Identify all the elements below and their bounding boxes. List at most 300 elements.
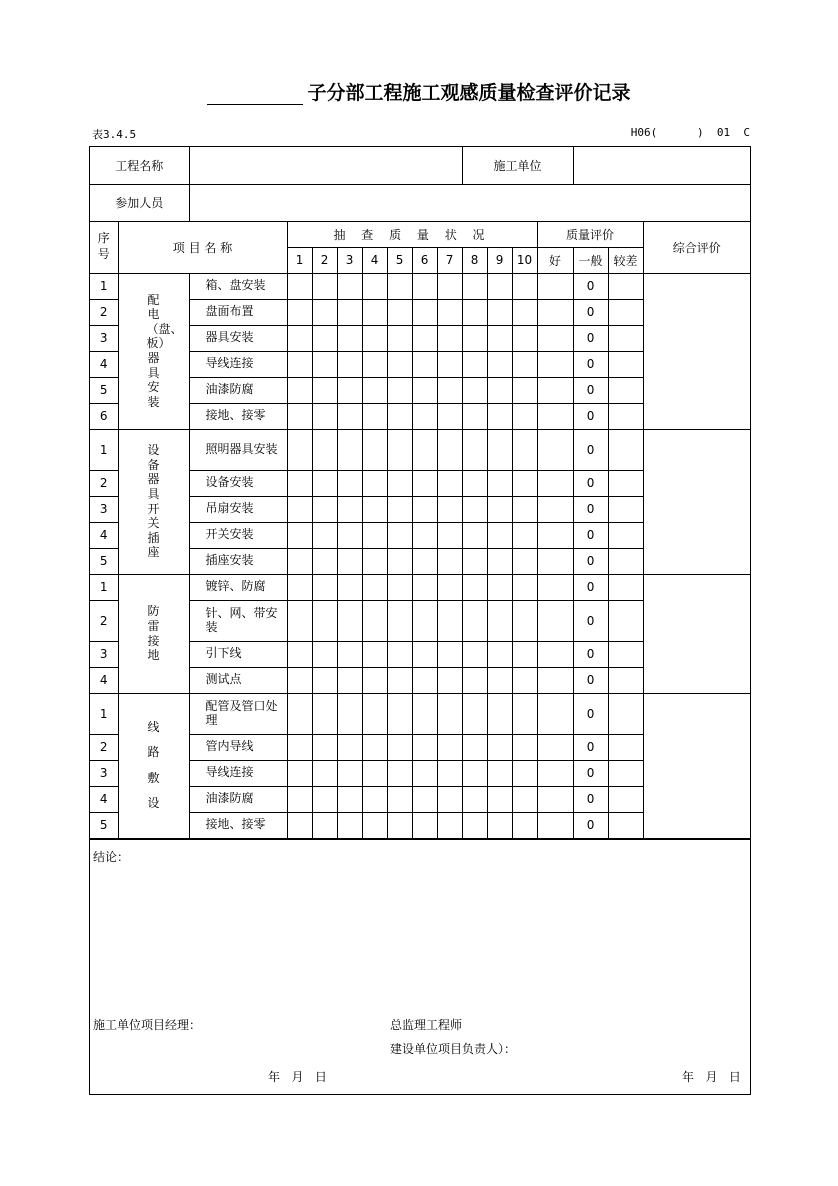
sample-cell[interactable] (312, 325, 337, 351)
sample-cell[interactable] (287, 325, 312, 351)
sample-cell[interactable] (487, 734, 512, 760)
rating-poor-cell[interactable] (608, 273, 643, 299)
sample-cell[interactable] (512, 548, 537, 574)
sample-cell[interactable] (337, 786, 362, 812)
rating-poor-cell[interactable] (608, 470, 643, 496)
sample-cell[interactable] (462, 548, 487, 574)
sample-cell[interactable] (512, 734, 537, 760)
sample-cell[interactable] (337, 470, 362, 496)
rating-good-cell[interactable] (537, 786, 573, 812)
sample-cell[interactable] (412, 760, 437, 786)
sample-cell[interactable] (487, 403, 512, 429)
sample-cell[interactable] (287, 377, 312, 403)
sample-cell[interactable] (362, 734, 387, 760)
sample-cell[interactable] (462, 574, 487, 600)
sample-cell[interactable] (287, 693, 312, 734)
sample-cell[interactable] (387, 299, 412, 325)
row-item-name: 测试点 (189, 667, 287, 693)
sample-cell[interactable] (387, 693, 412, 734)
sample-cell[interactable] (437, 760, 462, 786)
rating-poor-cell[interactable] (608, 377, 643, 403)
sample-cell[interactable] (337, 641, 362, 667)
sample-cell[interactable] (287, 760, 312, 786)
sample-cell[interactable] (387, 496, 412, 522)
sample-cell[interactable] (412, 351, 437, 377)
sample-cell[interactable] (362, 403, 387, 429)
rating-normal-cell[interactable]: 0 (573, 522, 608, 548)
rating-normal-cell[interactable]: 0 (573, 351, 608, 377)
sample-cell[interactable] (512, 403, 537, 429)
group-name: 线路敷设 (147, 720, 160, 810)
sample-cell[interactable] (412, 667, 437, 693)
row-item-name: 设备安装 (189, 470, 287, 496)
rating-good-cell[interactable] (537, 600, 573, 641)
sample-cell[interactable] (362, 667, 387, 693)
sample-cell[interactable] (412, 325, 437, 351)
sample-cell[interactable] (287, 496, 312, 522)
rating-normal-cell[interactable]: 0 (573, 667, 608, 693)
sample-cell[interactable] (487, 574, 512, 600)
rating-good-cell[interactable] (537, 734, 573, 760)
sample-cell[interactable] (337, 429, 362, 470)
table-row (90, 429, 750, 470)
rating-normal-cell[interactable]: 0 (573, 299, 608, 325)
sample-cell[interactable] (412, 496, 437, 522)
row-item-name: 照明器具安装 (189, 429, 287, 470)
label-construction-unit: 施工单位 (462, 147, 573, 184)
sample-cell[interactable] (287, 786, 312, 812)
row-item-name: 箱、盘安装 (189, 273, 287, 299)
row-item-name: 油漆防腐 (189, 377, 287, 403)
participants-field[interactable] (189, 184, 750, 221)
sample-cell[interactable] (312, 273, 337, 299)
sample-cell[interactable] (462, 299, 487, 325)
group-name-cell (118, 273, 189, 429)
sample-cell[interactable] (312, 548, 337, 574)
rating-good-cell[interactable] (537, 548, 573, 574)
sample-cell[interactable] (337, 548, 362, 574)
rating-poor-cell[interactable] (608, 351, 643, 377)
sample-cell[interactable] (387, 734, 412, 760)
sample-cell[interactable] (312, 786, 337, 812)
sample-cell[interactable] (512, 470, 537, 496)
sample-cell[interactable] (287, 600, 312, 641)
sample-cell[interactable] (462, 786, 487, 812)
sample-cell[interactable] (362, 812, 387, 838)
sample-cell[interactable] (437, 812, 462, 838)
sample-cell[interactable] (437, 429, 462, 470)
sample-cell[interactable] (412, 734, 437, 760)
sample-cell[interactable] (462, 693, 487, 734)
sample-cell[interactable] (412, 403, 437, 429)
sample-cell[interactable] (387, 760, 412, 786)
sample-cell[interactable] (337, 403, 362, 429)
sample-cell[interactable] (437, 667, 462, 693)
sample-cell[interactable] (512, 377, 537, 403)
sample-cell[interactable] (462, 377, 487, 403)
project-name-field[interactable] (189, 147, 462, 184)
sample-cell[interactable] (337, 734, 362, 760)
sample-cell[interactable] (487, 760, 512, 786)
sample-cell[interactable] (412, 600, 437, 641)
header-sample-col: 4 (362, 247, 387, 273)
row-item-name: 器具安装 (189, 325, 287, 351)
overall-rating-cell[interactable] (643, 693, 750, 838)
sample-cell[interactable] (437, 377, 462, 403)
sample-cell[interactable] (512, 667, 537, 693)
sample-cell[interactable] (437, 786, 462, 812)
sample-cell[interactable] (462, 667, 487, 693)
rating-good-cell[interactable] (537, 470, 573, 496)
sample-cell[interactable] (362, 325, 387, 351)
rating-good-cell[interactable] (537, 522, 573, 548)
sample-cell[interactable] (412, 522, 437, 548)
sample-cell[interactable] (412, 786, 437, 812)
row-item-name: 镀锌、防腐 (189, 574, 287, 600)
sample-cell[interactable] (362, 760, 387, 786)
sample-cell[interactable] (387, 403, 412, 429)
sample-cell[interactable] (462, 522, 487, 548)
rating-normal-cell[interactable]: 0 (573, 786, 608, 812)
sample-cell[interactable] (312, 693, 337, 734)
sample-cell[interactable] (487, 325, 512, 351)
rating-normal-cell[interactable]: 0 (573, 403, 608, 429)
sample-cell[interactable] (437, 403, 462, 429)
rating-good-cell[interactable] (537, 496, 573, 522)
sample-cell[interactable] (412, 693, 437, 734)
rating-good-cell[interactable] (537, 641, 573, 667)
rating-good-cell[interactable] (537, 667, 573, 693)
sample-cell[interactable] (487, 600, 512, 641)
rating-poor-cell[interactable] (608, 760, 643, 786)
row-seq: 1 (90, 273, 118, 299)
sample-cell[interactable] (312, 667, 337, 693)
rating-poor-cell[interactable] (608, 325, 643, 351)
rating-normal-cell[interactable]: 0 (573, 377, 608, 403)
header-seq (90, 221, 118, 273)
sample-cell[interactable] (337, 273, 362, 299)
rating-poor-cell[interactable] (608, 299, 643, 325)
sample-cell[interactable] (287, 641, 312, 667)
sample-cell[interactable] (437, 325, 462, 351)
rating-poor-cell[interactable] (608, 574, 643, 600)
sample-cell[interactable] (312, 734, 337, 760)
rating-good-cell[interactable] (537, 351, 573, 377)
sample-cell[interactable] (287, 351, 312, 377)
sample-cell[interactable] (437, 299, 462, 325)
sample-cell[interactable] (387, 641, 412, 667)
rating-normal-cell[interactable]: 0 (573, 429, 608, 470)
sample-cell[interactable] (412, 812, 437, 838)
sample-cell[interactable] (462, 496, 487, 522)
sample-cell[interactable] (312, 812, 337, 838)
sample-cell[interactable] (512, 351, 537, 377)
header-poor: 较差 (608, 247, 643, 273)
sample-cell[interactable] (387, 470, 412, 496)
sample-cell[interactable] (287, 429, 312, 470)
sample-cell[interactable] (287, 667, 312, 693)
sample-cell[interactable] (362, 641, 387, 667)
sample-cell[interactable] (337, 693, 362, 734)
group-name-cell (118, 429, 189, 574)
rating-good-cell[interactable] (537, 812, 573, 838)
sample-cell[interactable] (512, 693, 537, 734)
sample-cell[interactable] (512, 812, 537, 838)
sample-cell[interactable] (362, 429, 387, 470)
rating-normal-cell[interactable]: 0 (573, 812, 608, 838)
sample-cell[interactable] (487, 522, 512, 548)
rating-poor-cell[interactable] (608, 522, 643, 548)
sample-cell[interactable] (512, 429, 537, 470)
rating-normal-cell[interactable]: 0 (573, 693, 608, 734)
sample-cell[interactable] (437, 470, 462, 496)
sample-cell[interactable] (312, 574, 337, 600)
sample-cell[interactable] (337, 574, 362, 600)
sample-cell[interactable] (487, 429, 512, 470)
sample-cell[interactable] (387, 273, 412, 299)
sample-cell[interactable] (487, 377, 512, 403)
sample-cell[interactable] (362, 574, 387, 600)
sample-cell[interactable] (362, 522, 387, 548)
sample-cell[interactable] (337, 600, 362, 641)
sample-cell[interactable] (337, 351, 362, 377)
sample-cell[interactable] (362, 600, 387, 641)
overall-rating-cell[interactable] (643, 429, 750, 574)
sample-cell[interactable] (487, 299, 512, 325)
sample-cell[interactable] (362, 299, 387, 325)
header-overall: 综合评价 (643, 221, 750, 273)
rating-poor-cell[interactable] (608, 734, 643, 760)
rating-normal-cell[interactable]: 0 (573, 273, 608, 299)
sample-cell[interactable] (487, 812, 512, 838)
sample-cell[interactable] (512, 299, 537, 325)
sample-cell[interactable] (462, 470, 487, 496)
sample-cell[interactable] (462, 351, 487, 377)
sample-cell[interactable] (437, 600, 462, 641)
sample-cell[interactable] (287, 273, 312, 299)
rating-poor-cell[interactable] (608, 786, 643, 812)
sample-cell[interactable] (512, 273, 537, 299)
sample-cell[interactable] (312, 377, 337, 403)
sample-cell[interactable] (337, 496, 362, 522)
sample-cell[interactable] (412, 574, 437, 600)
sample-cell[interactable] (462, 325, 487, 351)
sample-cell[interactable] (387, 786, 412, 812)
sample-cell[interactable] (487, 786, 512, 812)
sample-cell[interactable] (337, 667, 362, 693)
rating-good-cell[interactable] (537, 403, 573, 429)
sample-cell[interactable] (487, 273, 512, 299)
sample-cell[interactable] (287, 574, 312, 600)
sample-cell[interactable] (437, 522, 462, 548)
rating-poor-cell[interactable] (608, 600, 643, 641)
sample-cell[interactable] (312, 522, 337, 548)
sample-cell[interactable] (312, 496, 337, 522)
sample-cell[interactable] (462, 641, 487, 667)
sample-cell[interactable] (312, 760, 337, 786)
sample-cell[interactable] (512, 641, 537, 667)
sample-cell[interactable] (437, 641, 462, 667)
sample-cell[interactable] (387, 812, 412, 838)
sample-cell[interactable] (487, 693, 512, 734)
sample-cell[interactable] (312, 351, 337, 377)
sample-cell[interactable] (362, 351, 387, 377)
sample-cell[interactable] (512, 522, 537, 548)
sample-cell[interactable] (412, 641, 437, 667)
rating-good-cell[interactable] (537, 429, 573, 470)
rating-normal-cell[interactable]: 0 (573, 496, 608, 522)
sample-cell[interactable] (437, 273, 462, 299)
rating-poor-cell[interactable] (608, 403, 643, 429)
sample-cell[interactable] (437, 351, 462, 377)
sample-cell[interactable] (362, 377, 387, 403)
sample-cell[interactable] (462, 403, 487, 429)
rating-normal-cell[interactable]: 0 (573, 760, 608, 786)
sample-cell[interactable] (437, 734, 462, 760)
sample-cell[interactable] (362, 496, 387, 522)
sample-cell[interactable] (287, 734, 312, 760)
row-seq: 3 (90, 760, 118, 786)
sample-cell[interactable] (462, 734, 487, 760)
row-seq: 5 (90, 377, 118, 403)
sample-cell[interactable] (462, 273, 487, 299)
sample-cell[interactable] (312, 641, 337, 667)
sample-cell[interactable] (337, 299, 362, 325)
header-sample-col: 8 (462, 247, 487, 273)
rating-poor-cell[interactable] (608, 667, 643, 693)
rating-normal-cell[interactable]: 0 (573, 734, 608, 760)
sample-cell[interactable] (287, 470, 312, 496)
sample-cell[interactable] (462, 600, 487, 641)
sample-cell[interactable] (512, 786, 537, 812)
sample-cell[interactable] (362, 693, 387, 734)
rating-poor-cell[interactable] (608, 548, 643, 574)
sample-cell[interactable] (412, 548, 437, 574)
sample-cell[interactable] (312, 600, 337, 641)
sample-cell[interactable] (512, 574, 537, 600)
sample-cell[interactable] (362, 786, 387, 812)
rating-normal-cell[interactable]: 0 (573, 641, 608, 667)
sample-cell[interactable] (412, 299, 437, 325)
rating-poor-cell[interactable] (608, 812, 643, 838)
form-code: H06( ) 01 C (630, 126, 750, 139)
sample-cell[interactable] (512, 325, 537, 351)
sample-cell[interactable] (337, 760, 362, 786)
sample-cell[interactable] (412, 470, 437, 496)
sample-cell[interactable] (312, 429, 337, 470)
sample-cell[interactable] (487, 548, 512, 574)
sample-cell[interactable] (512, 760, 537, 786)
rating-normal-cell[interactable]: 0 (573, 600, 608, 641)
rating-poor-cell[interactable] (608, 693, 643, 734)
sample-cell[interactable] (512, 496, 537, 522)
rating-good-cell[interactable] (537, 760, 573, 786)
row-seq: 4 (90, 351, 118, 377)
sample-cell[interactable] (362, 273, 387, 299)
form-footer (90, 839, 750, 1094)
row-seq: 3 (90, 496, 118, 522)
rating-good-cell[interactable] (537, 693, 573, 734)
sample-cell[interactable] (437, 496, 462, 522)
sample-cell[interactable] (487, 351, 512, 377)
rating-good-cell[interactable] (537, 273, 573, 299)
rating-normal-cell[interactable]: 0 (573, 574, 608, 600)
sample-cell[interactable] (387, 667, 412, 693)
sample-cell[interactable] (287, 403, 312, 429)
sample-cell[interactable] (287, 299, 312, 325)
header-item-name: 项 目 名 称 (118, 221, 287, 273)
sample-cell[interactable] (462, 812, 487, 838)
sample-cell[interactable] (412, 429, 437, 470)
sample-cell[interactable] (387, 574, 412, 600)
rating-good-cell[interactable] (537, 299, 573, 325)
rating-good-cell[interactable] (537, 574, 573, 600)
sample-cell[interactable] (462, 429, 487, 470)
sample-cell[interactable] (512, 600, 537, 641)
sample-cell[interactable] (487, 470, 512, 496)
sample-cell[interactable] (312, 470, 337, 496)
sample-cell[interactable] (387, 325, 412, 351)
rating-poor-cell[interactable] (608, 496, 643, 522)
sample-cell[interactable] (337, 325, 362, 351)
row-item-name: 盘面布置 (189, 299, 287, 325)
sample-cell[interactable] (337, 812, 362, 838)
sample-cell[interactable] (287, 812, 312, 838)
sample-cell[interactable] (287, 522, 312, 548)
header-seq-text: 序号 (97, 231, 110, 261)
overall-rating-cell[interactable] (643, 574, 750, 693)
sample-cell[interactable] (387, 600, 412, 641)
sample-cell[interactable] (337, 377, 362, 403)
row-seq: 1 (90, 693, 118, 734)
sample-cell[interactable] (487, 667, 512, 693)
row-item-name: 接地、接零 (189, 403, 287, 429)
sample-cell[interactable] (387, 522, 412, 548)
sample-cell[interactable] (362, 470, 387, 496)
sample-cell[interactable] (412, 377, 437, 403)
sample-cell[interactable] (387, 429, 412, 470)
row-item-name: 引下线 (189, 641, 287, 667)
row-seq: 5 (90, 812, 118, 838)
rating-poor-cell[interactable] (608, 429, 643, 470)
sample-cell[interactable] (437, 548, 462, 574)
sample-cell[interactable] (462, 760, 487, 786)
title-blank-field[interactable] (207, 82, 303, 105)
sample-cell[interactable] (437, 693, 462, 734)
sample-cell[interactable] (312, 299, 337, 325)
sample-cell[interactable] (487, 641, 512, 667)
sample-cell[interactable] (387, 351, 412, 377)
sample-cell[interactable] (387, 377, 412, 403)
rating-poor-cell[interactable] (608, 641, 643, 667)
sample-cell[interactable] (412, 273, 437, 299)
sample-cell[interactable] (487, 496, 512, 522)
sample-cell[interactable] (312, 403, 337, 429)
rating-normal-cell[interactable]: 0 (573, 470, 608, 496)
rating-good-cell[interactable] (537, 377, 573, 403)
sample-cell[interactable] (337, 522, 362, 548)
table-number: 表3.4.5 (92, 128, 137, 141)
rating-good-cell[interactable] (537, 325, 573, 351)
rating-normal-cell[interactable]: 0 (573, 325, 608, 351)
sample-cell[interactable] (387, 548, 412, 574)
construction-unit-field[interactable] (573, 147, 750, 184)
overall-rating-cell[interactable] (643, 273, 750, 429)
sample-cell[interactable] (437, 574, 462, 600)
sample-cell[interactable] (287, 548, 312, 574)
rating-normal-cell[interactable]: 0 (573, 548, 608, 574)
sample-cell[interactable] (362, 548, 387, 574)
